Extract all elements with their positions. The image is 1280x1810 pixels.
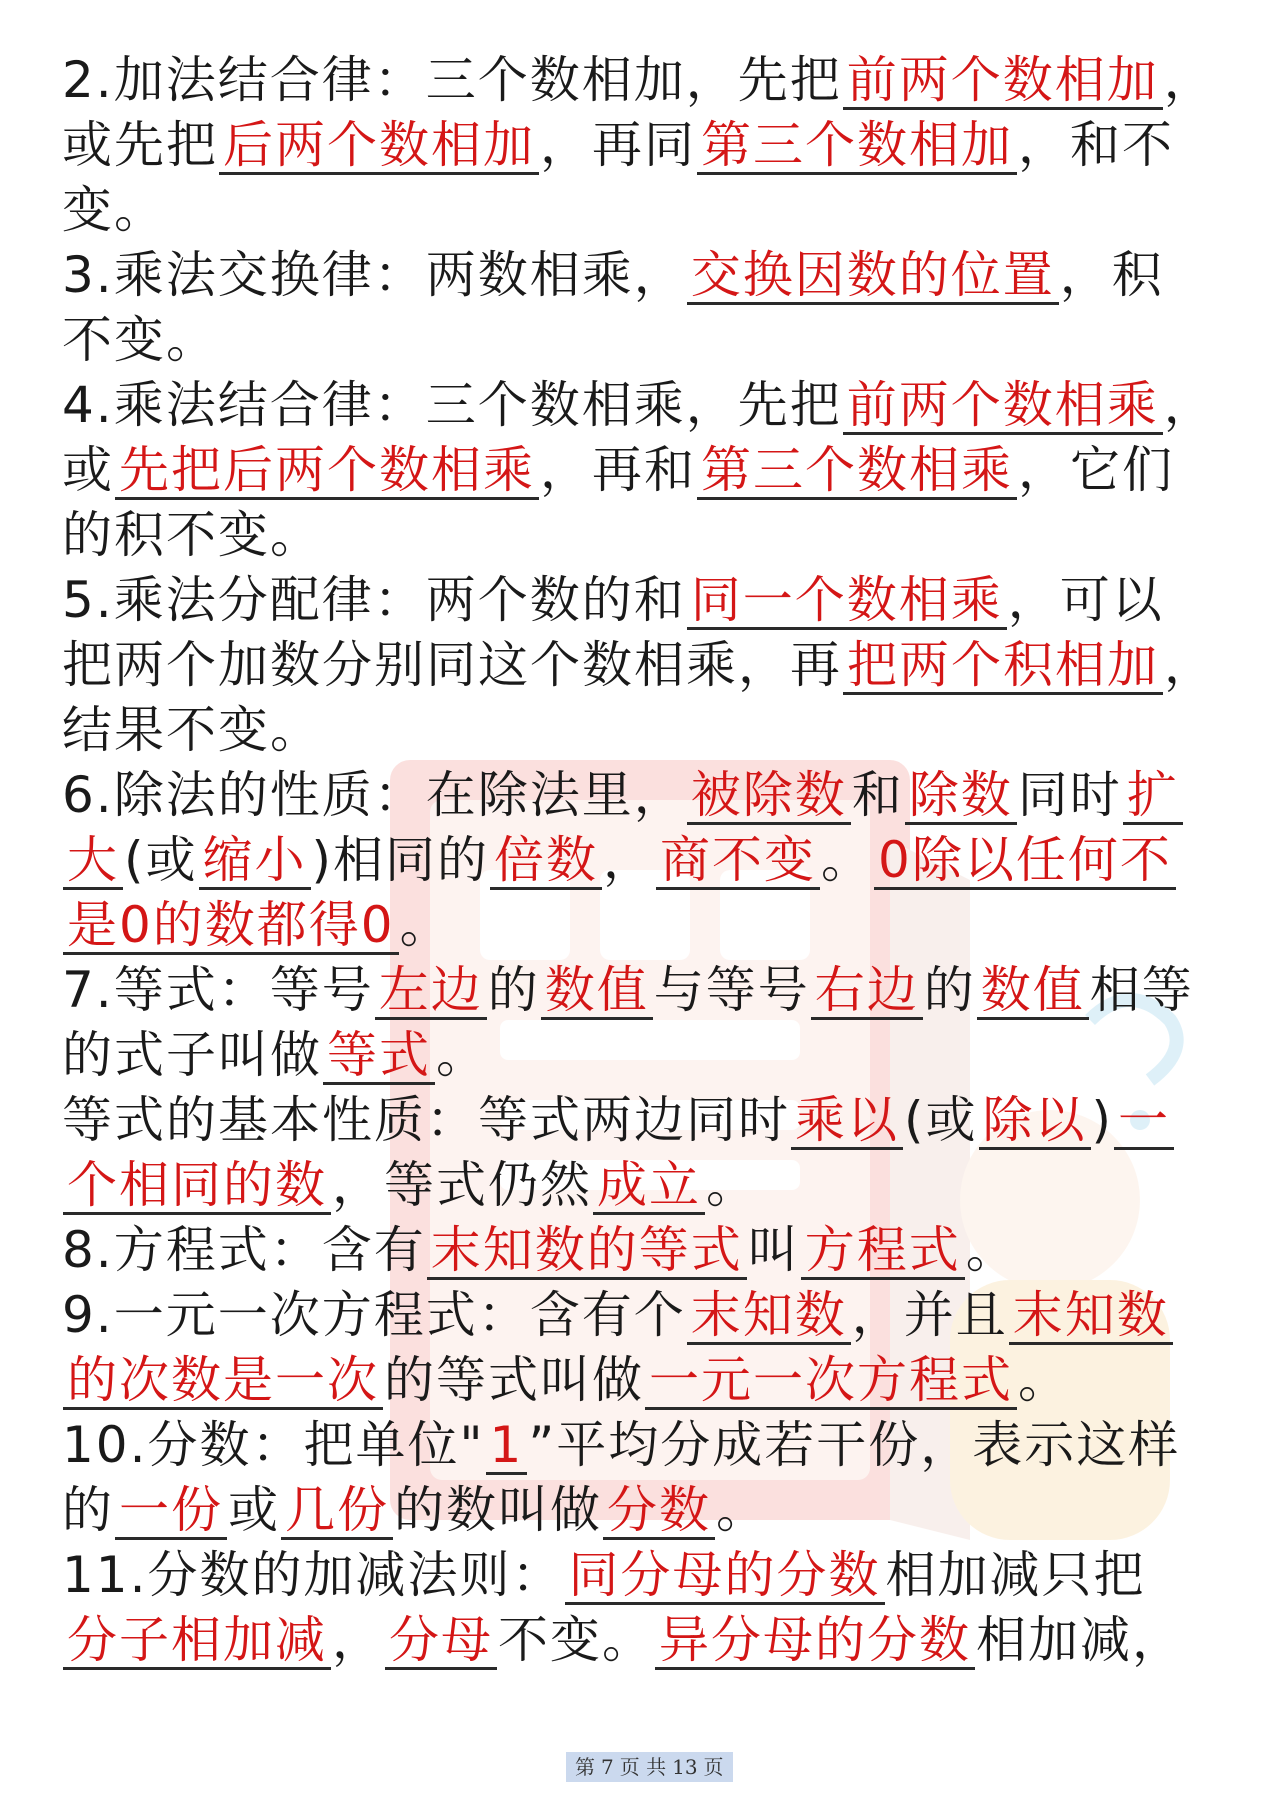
answer-blank: 乘以 xyxy=(791,1093,903,1150)
text-segment: ， xyxy=(603,831,656,889)
answer-blank: 第三个数相乘 xyxy=(697,443,1017,500)
text-segment: 。 xyxy=(436,1026,488,1084)
answer-blank: 左边 xyxy=(375,963,487,1020)
answer-blank: 倍数 xyxy=(490,833,602,890)
answer-blank: 数值 xyxy=(977,963,1089,1020)
answer-blank: 交换因数的位置 xyxy=(687,248,1059,305)
text-segment: ”平均分成若干份，表示这样 xyxy=(528,1416,1181,1474)
answer-blank: 商不变 xyxy=(656,833,820,890)
text-segment: 。 xyxy=(716,1481,768,1539)
footer-prefix: 第 xyxy=(575,1755,595,1779)
text-segment: ，可以 xyxy=(1007,571,1164,629)
text-segment: 的数叫做 xyxy=(394,1481,602,1539)
text-segment: 变。 xyxy=(62,181,166,239)
text-line xyxy=(62,958,1222,1023)
text-line xyxy=(62,568,1222,633)
text-segment: (或 xyxy=(124,831,198,889)
answer-blank: 前两个数相加 xyxy=(843,53,1163,110)
text-line xyxy=(62,373,1222,438)
answer-blank: 后两个数相加 xyxy=(219,118,539,175)
answer-blank: 第三个数相加 xyxy=(697,118,1017,175)
text-segment: 。 xyxy=(965,1221,1018,1279)
text-line xyxy=(62,503,1222,568)
answer-blank: 的次数是一次 xyxy=(63,1353,383,1410)
page-footer xyxy=(566,1752,733,1782)
answer-blank: 末知数的等式 xyxy=(427,1223,747,1280)
text-line xyxy=(62,1088,1222,1153)
answer-blank: 方程式 xyxy=(801,1223,965,1280)
text-segment: 结果不变。 xyxy=(62,701,322,759)
document-body xyxy=(62,48,1222,1673)
text-segment: 或 xyxy=(62,441,114,499)
answer-blank: 一元一次方程式 xyxy=(645,1353,1017,1410)
text-segment: 。 xyxy=(821,831,874,889)
text-segment: ，再同 xyxy=(540,116,696,174)
text-segment: 2.加法结合律：三个数相加，先把 xyxy=(62,51,842,109)
answer-blank: 扩 xyxy=(1123,768,1183,825)
answer-blank: 被除数 xyxy=(687,768,851,825)
text-segment: 5.乘法分配律：两个数的和 xyxy=(62,571,686,629)
answer-blank: 先把后两个数相乘 xyxy=(115,443,539,500)
answer-blank: 除数 xyxy=(905,768,1017,825)
footer-total-pages: 13 xyxy=(672,1755,698,1779)
text-segment: 9.一元一次方程式：含有个 xyxy=(62,1286,686,1344)
text-segment: ， xyxy=(1164,636,1216,694)
text-segment: 相等 xyxy=(1089,961,1194,1019)
answer-blank: 同分母的分数 xyxy=(565,1548,885,1605)
answer-blank: 几份 xyxy=(281,1483,393,1540)
answer-blank: 同一个数相乘 xyxy=(687,573,1007,630)
text-segment: 等式的基本性质：等式两边同时 xyxy=(62,1091,790,1149)
answer-blank: 异分母的分数 xyxy=(655,1613,975,1670)
text-segment: ，等式仍然 xyxy=(332,1156,592,1214)
text-segment: ， xyxy=(332,1611,384,1669)
text-segment: 叫 xyxy=(747,1221,800,1279)
answer-blank: 一 xyxy=(1114,1093,1174,1150)
text-line xyxy=(62,1478,1222,1543)
text-segment: )相同的 xyxy=(311,831,490,889)
text-segment: 或先把 xyxy=(62,116,218,174)
answer-blank: 除以 xyxy=(979,1093,1091,1150)
text-segment: 3.乘法交换律：两数相乘， xyxy=(62,246,686,304)
text-segment: 或 xyxy=(228,1481,280,1539)
text-line xyxy=(62,1413,1222,1478)
text-line xyxy=(62,828,1222,893)
answer-blank: 把两个积相加 xyxy=(843,638,1163,695)
answer-blank: 分数 xyxy=(603,1483,715,1540)
text-line xyxy=(62,1348,1222,1413)
text-segment: 。 xyxy=(1018,1351,1070,1409)
text-segment: 的 xyxy=(62,1481,114,1539)
answer-blank: 成立 xyxy=(593,1158,705,1215)
footer-page-number: 7 xyxy=(601,1755,614,1779)
text-line xyxy=(62,1608,1222,1673)
text-line xyxy=(62,243,1222,308)
text-line xyxy=(62,308,1222,373)
answer-blank: 一份 xyxy=(115,1483,227,1540)
text-line xyxy=(62,178,1222,243)
text-line xyxy=(62,438,1222,503)
text-line xyxy=(62,1283,1222,1348)
answer-blank: 末知数 xyxy=(687,1288,851,1345)
text-segment: 4.乘法结合律：三个数相乘，先把 xyxy=(62,376,842,434)
text-segment: 的式子叫做 xyxy=(62,1026,322,1084)
text-segment: ， xyxy=(1163,51,1216,109)
text-segment: ，再和 xyxy=(540,441,696,499)
text-segment: ， xyxy=(1163,376,1216,434)
text-segment: 的 xyxy=(923,961,976,1019)
text-segment: 10.分数：把单位" xyxy=(62,1416,485,1474)
text-segment: ，和不 xyxy=(1018,116,1174,174)
answer-blank: 大 xyxy=(63,833,123,890)
text-segment: 的等式叫做 xyxy=(384,1351,644,1409)
text-segment: 7.等式：等号 xyxy=(62,961,374,1019)
answer-blank: 数值 xyxy=(541,963,653,1020)
text-segment: 。 xyxy=(399,896,452,954)
footer-middle: 页 共 xyxy=(619,1755,667,1779)
text-line xyxy=(62,893,1222,958)
text-segment: 同时 xyxy=(1017,766,1122,824)
text-segment: ) xyxy=(1091,1091,1114,1149)
answer-blank: 分子相加减 xyxy=(63,1613,331,1670)
answer-blank: 末知数 xyxy=(1009,1288,1173,1345)
answer-blank: 1 xyxy=(486,1418,528,1475)
answer-blank: 前两个数相乘 xyxy=(843,378,1163,435)
text-line xyxy=(62,1023,1222,1088)
footer-suffix: 页 xyxy=(703,1755,724,1779)
text-segment: 相加减只把 xyxy=(885,1546,1146,1604)
answer-blank: 是0的数都得0 xyxy=(63,898,399,955)
text-segment: 。 xyxy=(706,1156,758,1214)
text-segment: 的积不变。 xyxy=(62,506,322,564)
text-segment: 相加减， xyxy=(976,1611,1184,1669)
text-segment: 不变。 xyxy=(498,1611,654,1669)
text-segment: ，积 xyxy=(1059,246,1164,304)
answer-blank: 分母 xyxy=(385,1613,497,1670)
text-segment: 把两个加数分别同这个数相乘，再 xyxy=(62,636,842,694)
text-line xyxy=(62,48,1222,113)
text-line xyxy=(62,763,1222,828)
answer-blank: 右边 xyxy=(811,963,923,1020)
text-segment: ，并且 xyxy=(851,1286,1008,1344)
text-segment: 的 xyxy=(487,961,540,1019)
text-line xyxy=(62,1153,1222,1218)
text-line xyxy=(62,1218,1222,1283)
answer-blank: 缩小 xyxy=(199,833,311,890)
answer-blank: 0除以任何不 xyxy=(874,833,1176,890)
text-line xyxy=(62,633,1222,698)
text-line xyxy=(62,113,1222,178)
answer-blank: 个相同的数 xyxy=(63,1158,331,1215)
text-segment: 11.分数的加减法则： xyxy=(62,1546,564,1604)
answer-blank: 等式 xyxy=(323,1028,435,1085)
text-line xyxy=(62,698,1222,763)
text-segment: (或 xyxy=(904,1091,978,1149)
text-segment: 与等号 xyxy=(653,961,810,1019)
text-segment: 和 xyxy=(851,766,904,824)
text-segment: ，它们 xyxy=(1018,441,1174,499)
text-segment: 8.方程式：含有 xyxy=(62,1221,426,1279)
text-segment: 6.除法的性质：在除法里， xyxy=(62,766,686,824)
text-segment: 不变。 xyxy=(62,311,218,369)
text-line xyxy=(62,1543,1222,1608)
